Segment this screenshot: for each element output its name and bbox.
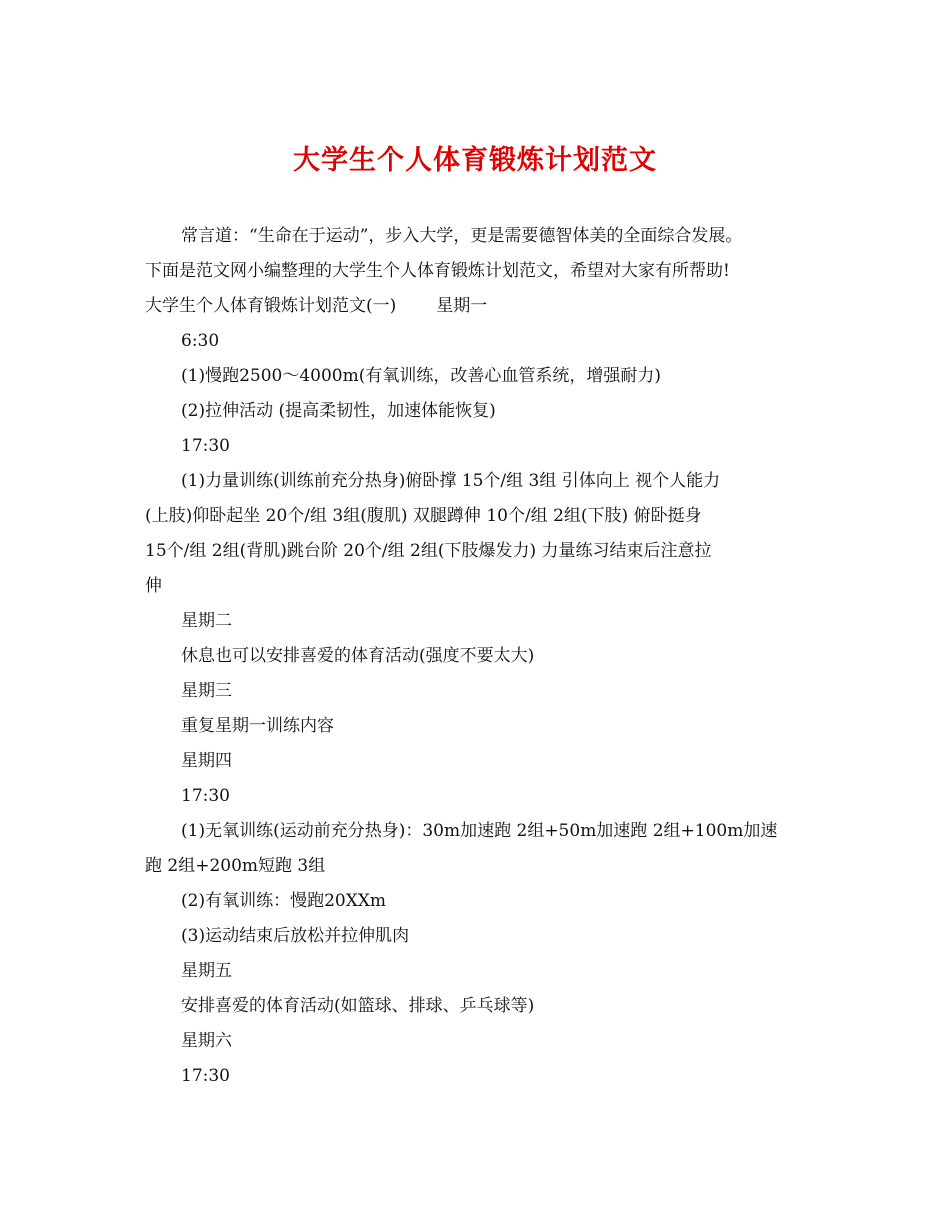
strength-line-4: 伸 bbox=[145, 576, 162, 596]
anaerobic-line-2: 跑 2组+200m短跑 3组 bbox=[145, 856, 326, 876]
thursday-item-2: (2)有氧训练：慢跑20XXm bbox=[181, 891, 387, 911]
strength-line-2: (上肢)仰卧起坐 20个/组 3组(腹肌) 双腿蹲伸 10个/组 2组(下肢) 俯卧挺身 bbox=[145, 506, 702, 526]
tuesday-item: 休息也可以安排喜爱的体育活动(强度不要太大) bbox=[181, 646, 535, 666]
document-title: 大学生个人体育锻炼计划范文 bbox=[293, 145, 657, 176]
day-heading-saturday: 星期六 bbox=[181, 1031, 232, 1051]
thursday-item-3: (3)运动结束后放松并拉伸肌肉 bbox=[181, 926, 410, 946]
intro-line-2: 下面是范文网小编整理的大学生个人体育锻炼计划范文，希望对大家有所帮助! bbox=[145, 261, 730, 281]
section-heading-line bbox=[145, 289, 817, 324]
monday-item-1: (1)慢跑2500～4000m(有氧训练，改善心血管系统，增强耐力) bbox=[181, 366, 661, 386]
day-heading-thursday: 星期四 bbox=[181, 751, 232, 771]
friday-item: 安排喜爱的体育活动(如篮球、排球、乒乓球等) bbox=[181, 996, 535, 1016]
wednesday-item: 重复星期一训练内容 bbox=[181, 716, 334, 736]
anaerobic-line-1: (1)无氧训练(运动前充分热身)：30m加速跑 2组+50m加速跑 2组+100m加速 bbox=[181, 821, 778, 841]
strength-line-1: (1)力量训练(训练前充分热身)俯卧撑 15个/组 3组 引体向上 视个人能力 bbox=[181, 471, 721, 491]
thursday-time: 17:30 bbox=[181, 786, 230, 806]
document-body bbox=[145, 219, 817, 1094]
monday-time-2: 17:30 bbox=[181, 436, 230, 456]
strength-line-3: 15个/组 2组(背肌)跳台阶 20个/组 2组(下肢爆发力) 力量练习结束后注意拉 bbox=[145, 541, 712, 561]
intro-line-1: 常言道：“生命在于运动”，步入大学，更是需要德智体美的全面综合发展。 bbox=[181, 226, 743, 246]
day-heading-tuesday: 星期二 bbox=[181, 611, 232, 631]
monday-time-1: 6:30 bbox=[181, 331, 220, 351]
section-heading: 大学生个人体育锻炼计划范文(一) bbox=[145, 296, 397, 316]
day-heading-monday: 星期一 bbox=[436, 296, 488, 316]
monday-item-2: (2)拉伸活动 (提高柔韧性，加速体能恢复) bbox=[181, 401, 496, 421]
day-heading-friday: 星期五 bbox=[181, 961, 232, 981]
saturday-time: 17:30 bbox=[181, 1066, 230, 1086]
day-heading-wednesday: 星期三 bbox=[181, 681, 232, 701]
